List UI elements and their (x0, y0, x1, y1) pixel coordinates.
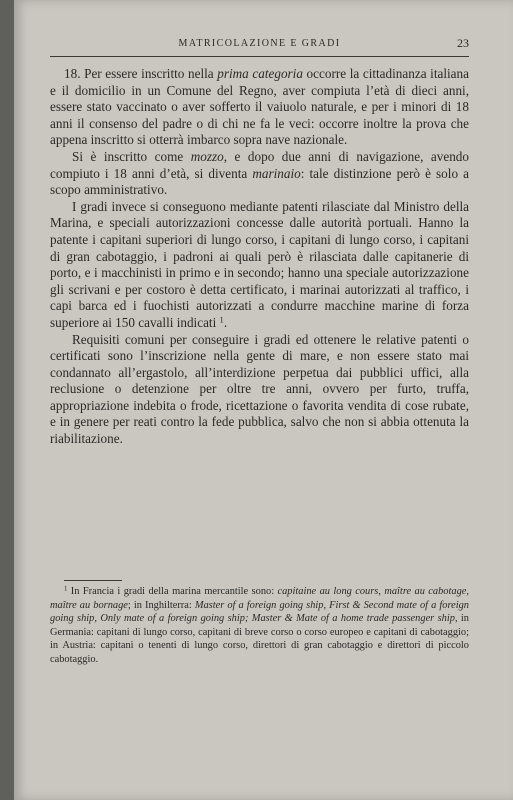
italic-term: mozzo (190, 148, 224, 164)
footnote (50, 585, 469, 666)
page-header (50, 36, 469, 52)
text-run: : tale distinzione però è solo a scopo amministrativo. (50, 165, 469, 198)
footnote-marker: 1 (64, 585, 68, 593)
italic-term: prima categoria (217, 66, 303, 81)
paragraph-mozzo (50, 149, 469, 199)
italic-term: capitaine au long cours, maître au cabotage, maître au bornage (50, 586, 469, 611)
paragraph-gradi (50, 199, 469, 332)
text-run: . (223, 314, 228, 330)
running-title: MATRICOLAZIONE E GRADI (178, 38, 341, 49)
text-run: occorre la cittadinanza italiana e il domicilio in un Comune del Regno, aver compiuta l’età di dieci anni, essere stato vaccinato o aver sofferto il vaiuolo naturale, e per i minori di 18 anni il consenso del padre o di chi ne fa le veci: occorre inoltre la prova che appena inscritto si otterrà imbarco sopra nave nazionale. (50, 66, 469, 148)
footnote-rule (64, 580, 122, 581)
text-run: In Francia i gradi della marina mercantile sono: (67, 586, 278, 597)
text-run: 18. Per essere inscritto nella (64, 66, 218, 81)
page-number: 23 (457, 36, 469, 50)
header-rule (50, 56, 469, 57)
text-run: ; in Inghilterra: (127, 599, 195, 611)
book-page (14, 0, 513, 800)
text-run: Requisiti comuni per conseguire i gradi ed ottenere le relative patenti o certificati sono l’inscrizione nella gente di mare, e non essere stato mai condannato all’ergastolo, all’interdizione perpetua dai pubblici uffici, alla reclusione o detenzione per oltre tre anni, ovvero per furto, truffa, appropriazione indebita o frode, ricettazione o favorita vendita di cose rubate, e in genere per reati contro la fede pubblica, salvo che non si abbia ottenuta la riabilitazione. (50, 331, 469, 447)
italic-term: marinaio (252, 165, 301, 181)
text-run: , e dopo due anni di navigazione, avendo compiuto i 18 anni d’età, si diventa (50, 148, 469, 181)
main-text (50, 66, 469, 448)
paragraph-requisiti (50, 332, 469, 448)
italic-term: Master of a foreign going ship, First & Second mate of a foreign going ship, Only mate of a foreign going ship; Master & Mate of a home trade passenger ship (50, 599, 469, 624)
footnote-reference: 1 (219, 314, 224, 325)
paragraph-18 (50, 66, 469, 149)
text-run: Si è inscritto come (72, 148, 191, 164)
text-run: , in Germania: capitani di lungo corso, capitani di breve corso o corso europeo e capitani di cabotaggio; in Austria: capitani o tenenti di lungo corso, direttori di gran cabotaggio e direttori di piccolo cabotaggio. (50, 613, 470, 665)
text-run: I gradi invece si conseguono mediante patenti rilasciate dal Ministro della Marina, e speciali autorizzazioni concesse dalle autorità portuali. Hanno la patente i capitani superiori di lungo corso, i capitani di lungo corso, i capitani di gran cabotaggio, i padroni ai quali però è rilasciata dalle capitanerie di porto, e i macchinisti in primo e in secondo; hanno una speciale autorizzazione gli scrivani e per costoro è detta certificato, i marinai autorizzati al traffico, i capi barca ed i fuochisti autorizzati a condurre macchine marine di forza superiore ai 150 cavalli indicati (50, 198, 469, 330)
